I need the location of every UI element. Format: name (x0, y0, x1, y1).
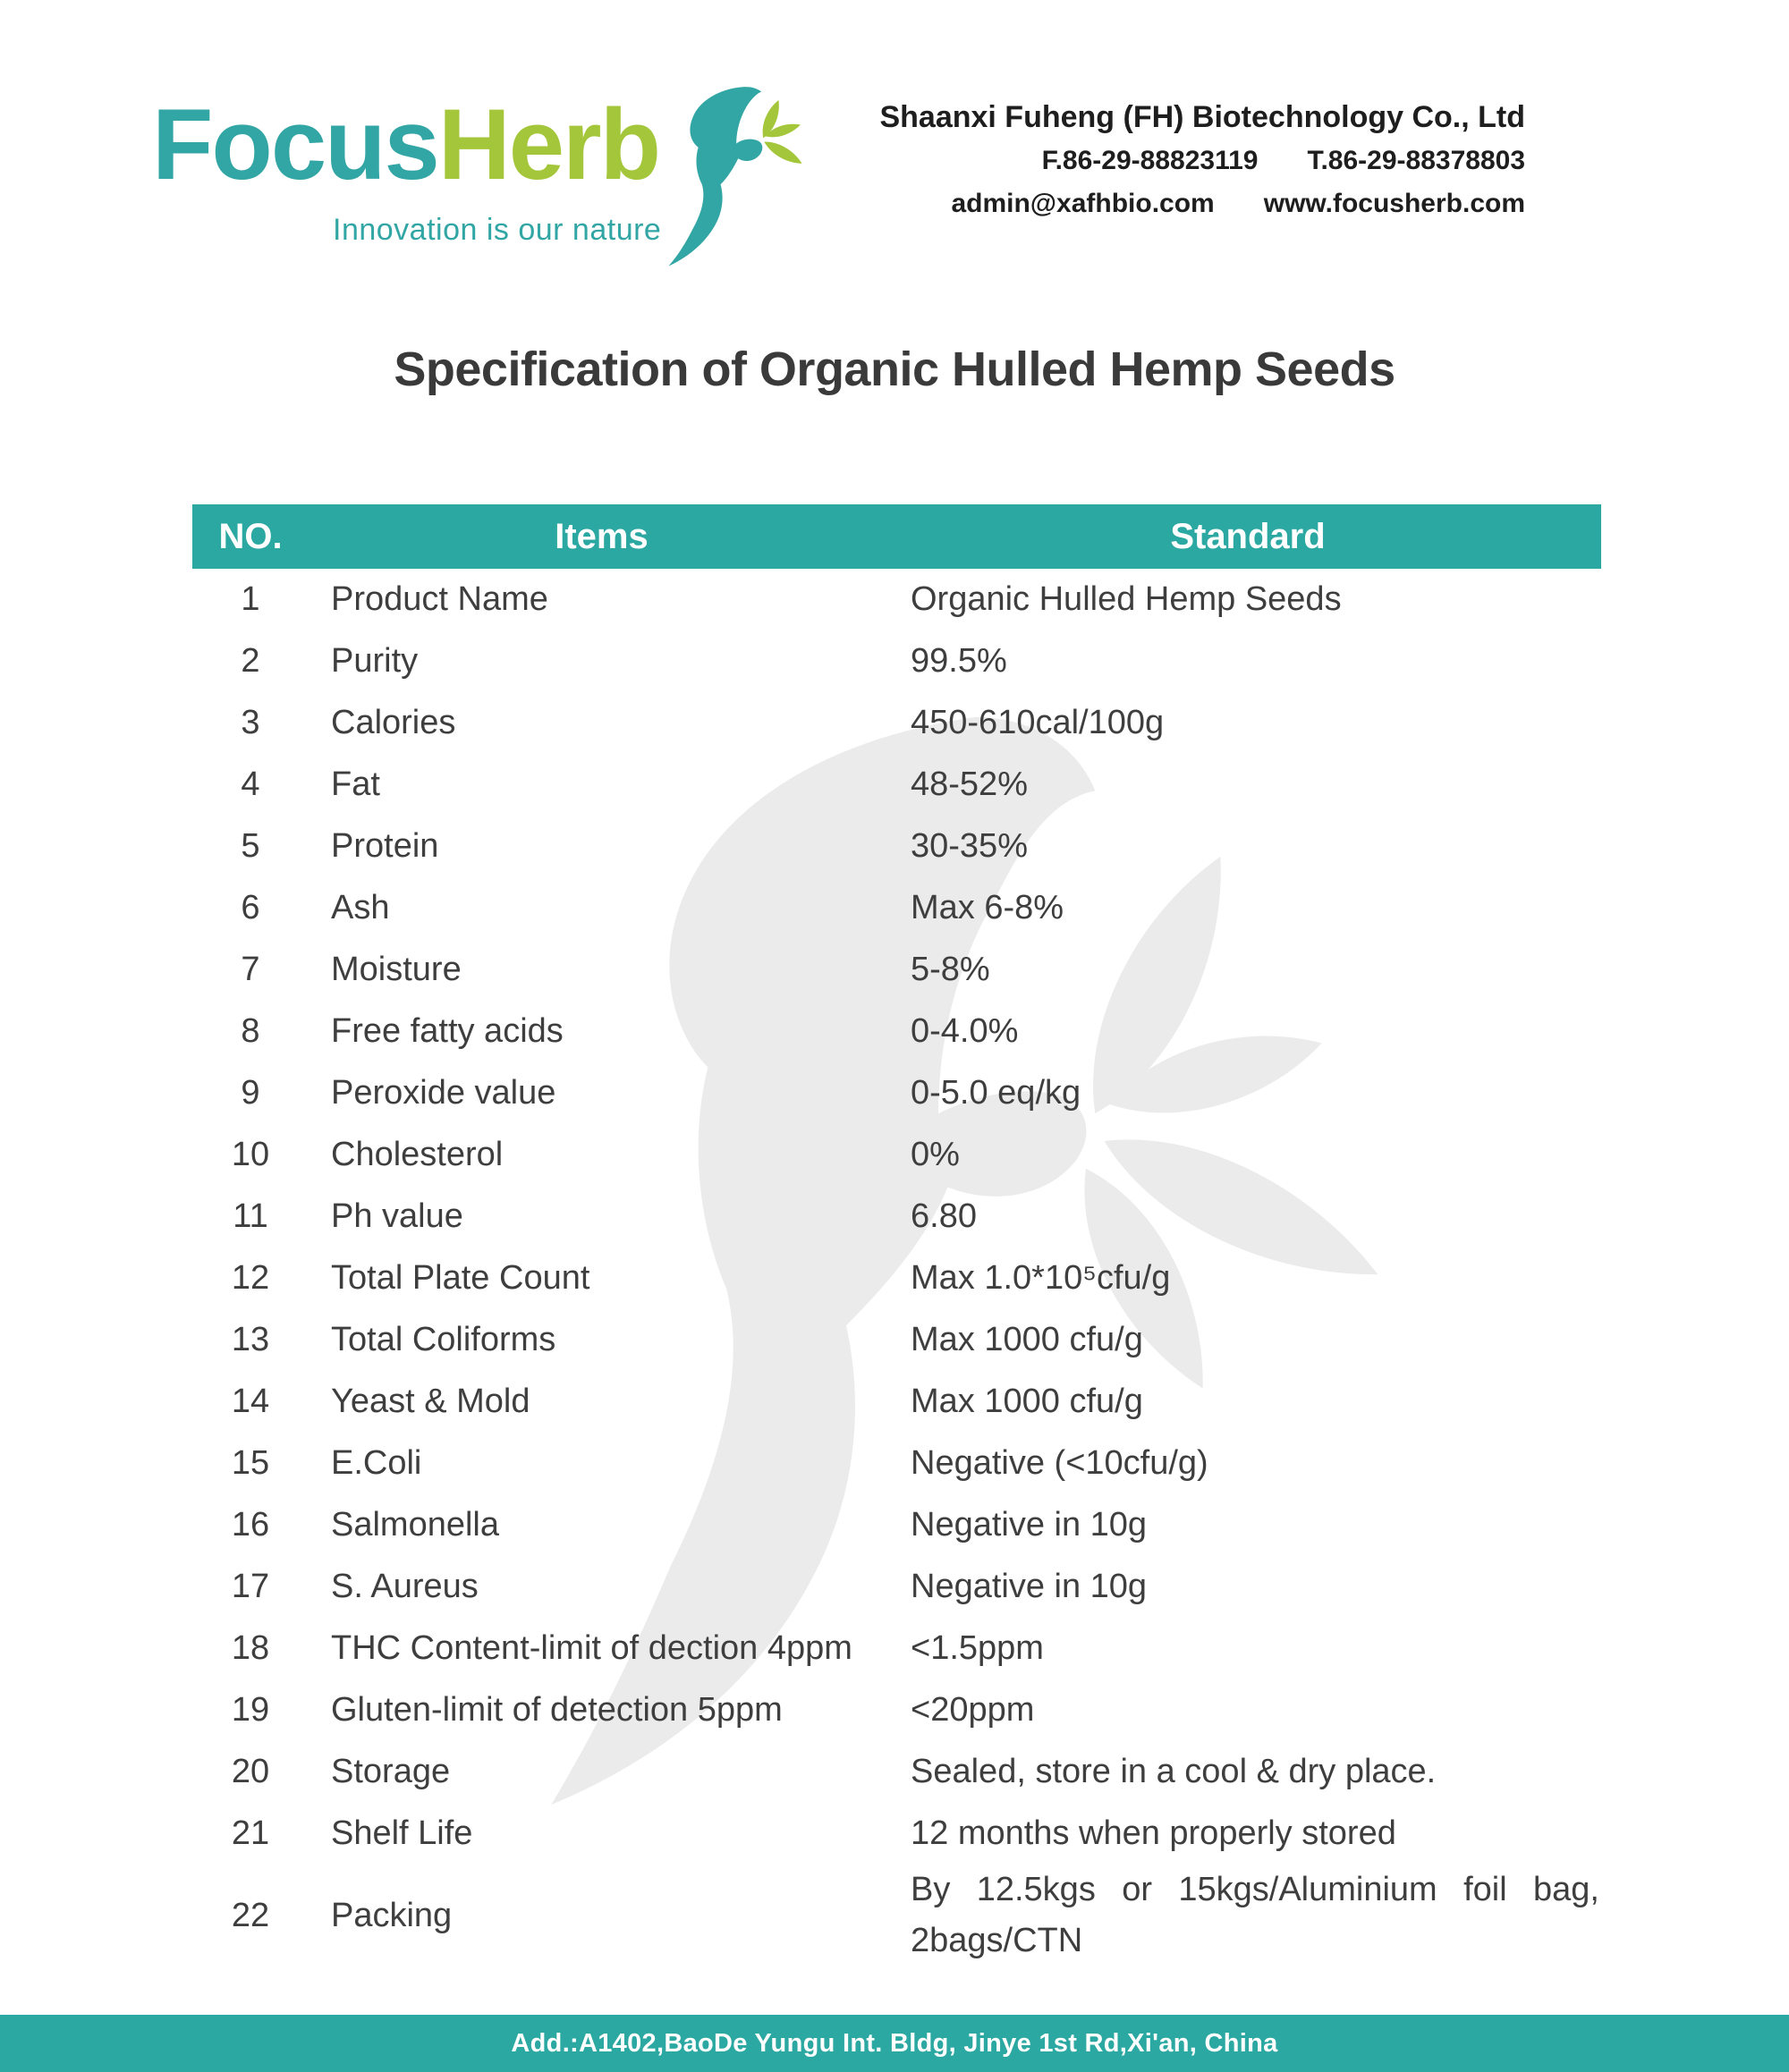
company-email: admin@xafhbio.com (951, 189, 1215, 218)
row-item-cell: S. Aureus (331, 1568, 479, 1605)
row-item-cell: Salmonella (331, 1506, 499, 1543)
row-item-cell: Peroxide value (331, 1074, 556, 1112)
table-row (192, 1433, 1601, 1494)
row-item-cell: Total Coliforms (331, 1321, 556, 1358)
table-row (192, 1309, 1601, 1371)
row-item-cell: Purity (331, 642, 419, 680)
row-no-cell: 3 (241, 704, 260, 741)
table-row (192, 877, 1601, 939)
row-no-cell: 15 (231, 1444, 270, 1482)
row-standard-cell: 99.5% (911, 642, 1007, 680)
table-row (192, 1741, 1601, 1803)
company-website: www.focusherb.com (1263, 189, 1525, 218)
row-standard-cell: <1.5ppm (911, 1629, 1044, 1667)
logo-tagline: Innovation is our nature (333, 213, 662, 247)
row-item-cell: E.Coli (331, 1444, 422, 1482)
focusherb-logo (152, 79, 832, 284)
row-standard-cell: Sealed, store in a cool & dry place. (911, 1753, 1437, 1790)
table-row (192, 692, 1601, 754)
row-standard-cell: 48-52% (911, 765, 1028, 803)
table-row (192, 816, 1601, 877)
page-footer (0, 2015, 1789, 2072)
table-row (192, 1247, 1601, 1309)
row-no-cell: 10 (231, 1136, 270, 1173)
company-tel: T.86-29-88378803 (1307, 146, 1525, 175)
table-row (192, 1865, 1601, 1966)
table-row (192, 1803, 1601, 1865)
page-title: Specification of Organic Hulled Hemp Seeds (394, 343, 1395, 396)
row-no-cell: 7 (241, 951, 260, 988)
row-no-cell: 19 (231, 1691, 270, 1729)
row-no-cell: 11 (233, 1197, 268, 1235)
table-row (192, 1556, 1601, 1618)
row-standard-cell: <20ppm (911, 1691, 1035, 1729)
row-item-cell: Moisture (331, 951, 462, 988)
row-standard-cell: Max 1000 cfu/g (911, 1321, 1143, 1358)
row-standard-cell: 6.80 (911, 1197, 977, 1235)
row-no-cell: 18 (231, 1629, 270, 1667)
logo-leaves (759, 98, 805, 169)
spec-table-header (192, 504, 1601, 569)
header-col-no: NO. (218, 516, 283, 556)
table-row (192, 754, 1601, 816)
logo-word-focus: Focus (152, 89, 438, 200)
row-standard-cell: By 12.5kgs or 15kgs/Aluminium foil bag, 2bags/CTN (911, 1871, 1599, 1959)
row-standard-cell: 0-5.0 eq/kg (911, 1074, 1081, 1112)
header-col-items: Items (555, 516, 649, 556)
row-standard-cell: Organic Hulled Hemp Seeds (911, 580, 1342, 618)
row-standard-cell: Negative in 10g (911, 1506, 1148, 1543)
logo-wordmark (152, 89, 659, 200)
row-item-cell: Yeast & Mold (331, 1383, 530, 1420)
table-row (192, 1124, 1601, 1186)
row-no-cell: 12 (231, 1259, 270, 1297)
company-info (879, 100, 1525, 232)
row-item-cell: Storage (331, 1753, 451, 1790)
row-item-cell: Total Plate Count (331, 1259, 590, 1297)
row-standard-cell: 0% (911, 1136, 960, 1173)
row-item-cell: Free fatty acids (331, 1012, 564, 1050)
row-item-cell: Ph value (331, 1197, 463, 1235)
row-standard-cell: 450-610cal/100g (911, 704, 1165, 741)
row-item-cell: Protein (331, 827, 439, 865)
table-row (192, 569, 1601, 630)
header-col-standard: Standard (1170, 516, 1326, 556)
table-row (192, 1679, 1601, 1741)
row-no-cell: 14 (231, 1383, 270, 1420)
table-row (192, 939, 1601, 1001)
row-item-cell: Product Name (331, 580, 548, 618)
row-no-cell: 16 (231, 1506, 270, 1543)
row-no-cell: 22 (231, 1896, 270, 1934)
row-standard-cell: 12 months when properly stored (911, 1814, 1396, 1852)
row-no-cell: 4 (241, 765, 260, 803)
focusherb-logo-f-leaf-icon (642, 80, 821, 275)
table-row (192, 1371, 1601, 1433)
row-standard-cell: 0-4.0% (911, 1012, 1019, 1050)
row-no-cell: 2 (241, 642, 260, 680)
row-no-cell: 1 (241, 580, 260, 618)
row-standard-cell: 30-35% (911, 827, 1028, 865)
logo-word-herb: Herb (437, 89, 659, 200)
row-standard-cell: Negative (<10cfu/g) (911, 1444, 1208, 1482)
table-row (192, 1618, 1601, 1679)
row-standard-cell: Max 1.0*10⁵cfu/g (911, 1259, 1171, 1297)
page-header (152, 79, 1789, 284)
row-no-cell: 13 (231, 1321, 270, 1358)
row-no-cell: 9 (241, 1074, 260, 1112)
table-row (192, 1001, 1601, 1062)
row-item-cell: Calories (331, 704, 456, 741)
table-row (192, 1062, 1601, 1124)
row-item-cell: Ash (331, 889, 390, 926)
company-fax: F.86-29-88823119 (1041, 146, 1259, 175)
row-standard-cell: Negative in 10g (911, 1568, 1148, 1605)
row-item-cell: Shelf Life (331, 1814, 473, 1852)
company-phone-line (879, 146, 1525, 176)
row-no-cell: 8 (241, 1012, 260, 1050)
spec-table (192, 504, 1601, 1966)
row-no-cell: 21 (231, 1814, 270, 1852)
row-item-cell: Gluten-limit of detection 5ppm (331, 1691, 783, 1729)
company-name: Shaanxi Fuheng (FH) Biotechnology Co., Ltd (879, 100, 1525, 134)
company-web-line (879, 189, 1525, 219)
row-item-cell: THC Content-limit of dection 4ppm (331, 1629, 852, 1667)
table-row (192, 630, 1601, 692)
row-standard-cell: Max 1000 cfu/g (911, 1383, 1143, 1420)
row-no-cell: 20 (231, 1753, 270, 1790)
table-row (192, 1494, 1601, 1556)
row-item-cell: Packing (331, 1896, 453, 1934)
table-row (192, 1186, 1601, 1247)
footer-address: Add.:A1402,BaoDe Yungu Int. Bldg, Jinye 1st Rd,Xi'an, China (511, 2028, 1278, 2058)
spec-table-body (192, 569, 1601, 1966)
row-no-cell: 6 (241, 889, 260, 926)
row-no-cell: 17 (231, 1568, 270, 1605)
row-standard-cell: 5-8% (911, 951, 990, 988)
row-standard-cell: Max 6-8% (911, 889, 1064, 926)
row-item-cell: Fat (331, 765, 380, 803)
row-item-cell: Cholesterol (331, 1136, 504, 1173)
row-no-cell: 5 (241, 827, 260, 865)
